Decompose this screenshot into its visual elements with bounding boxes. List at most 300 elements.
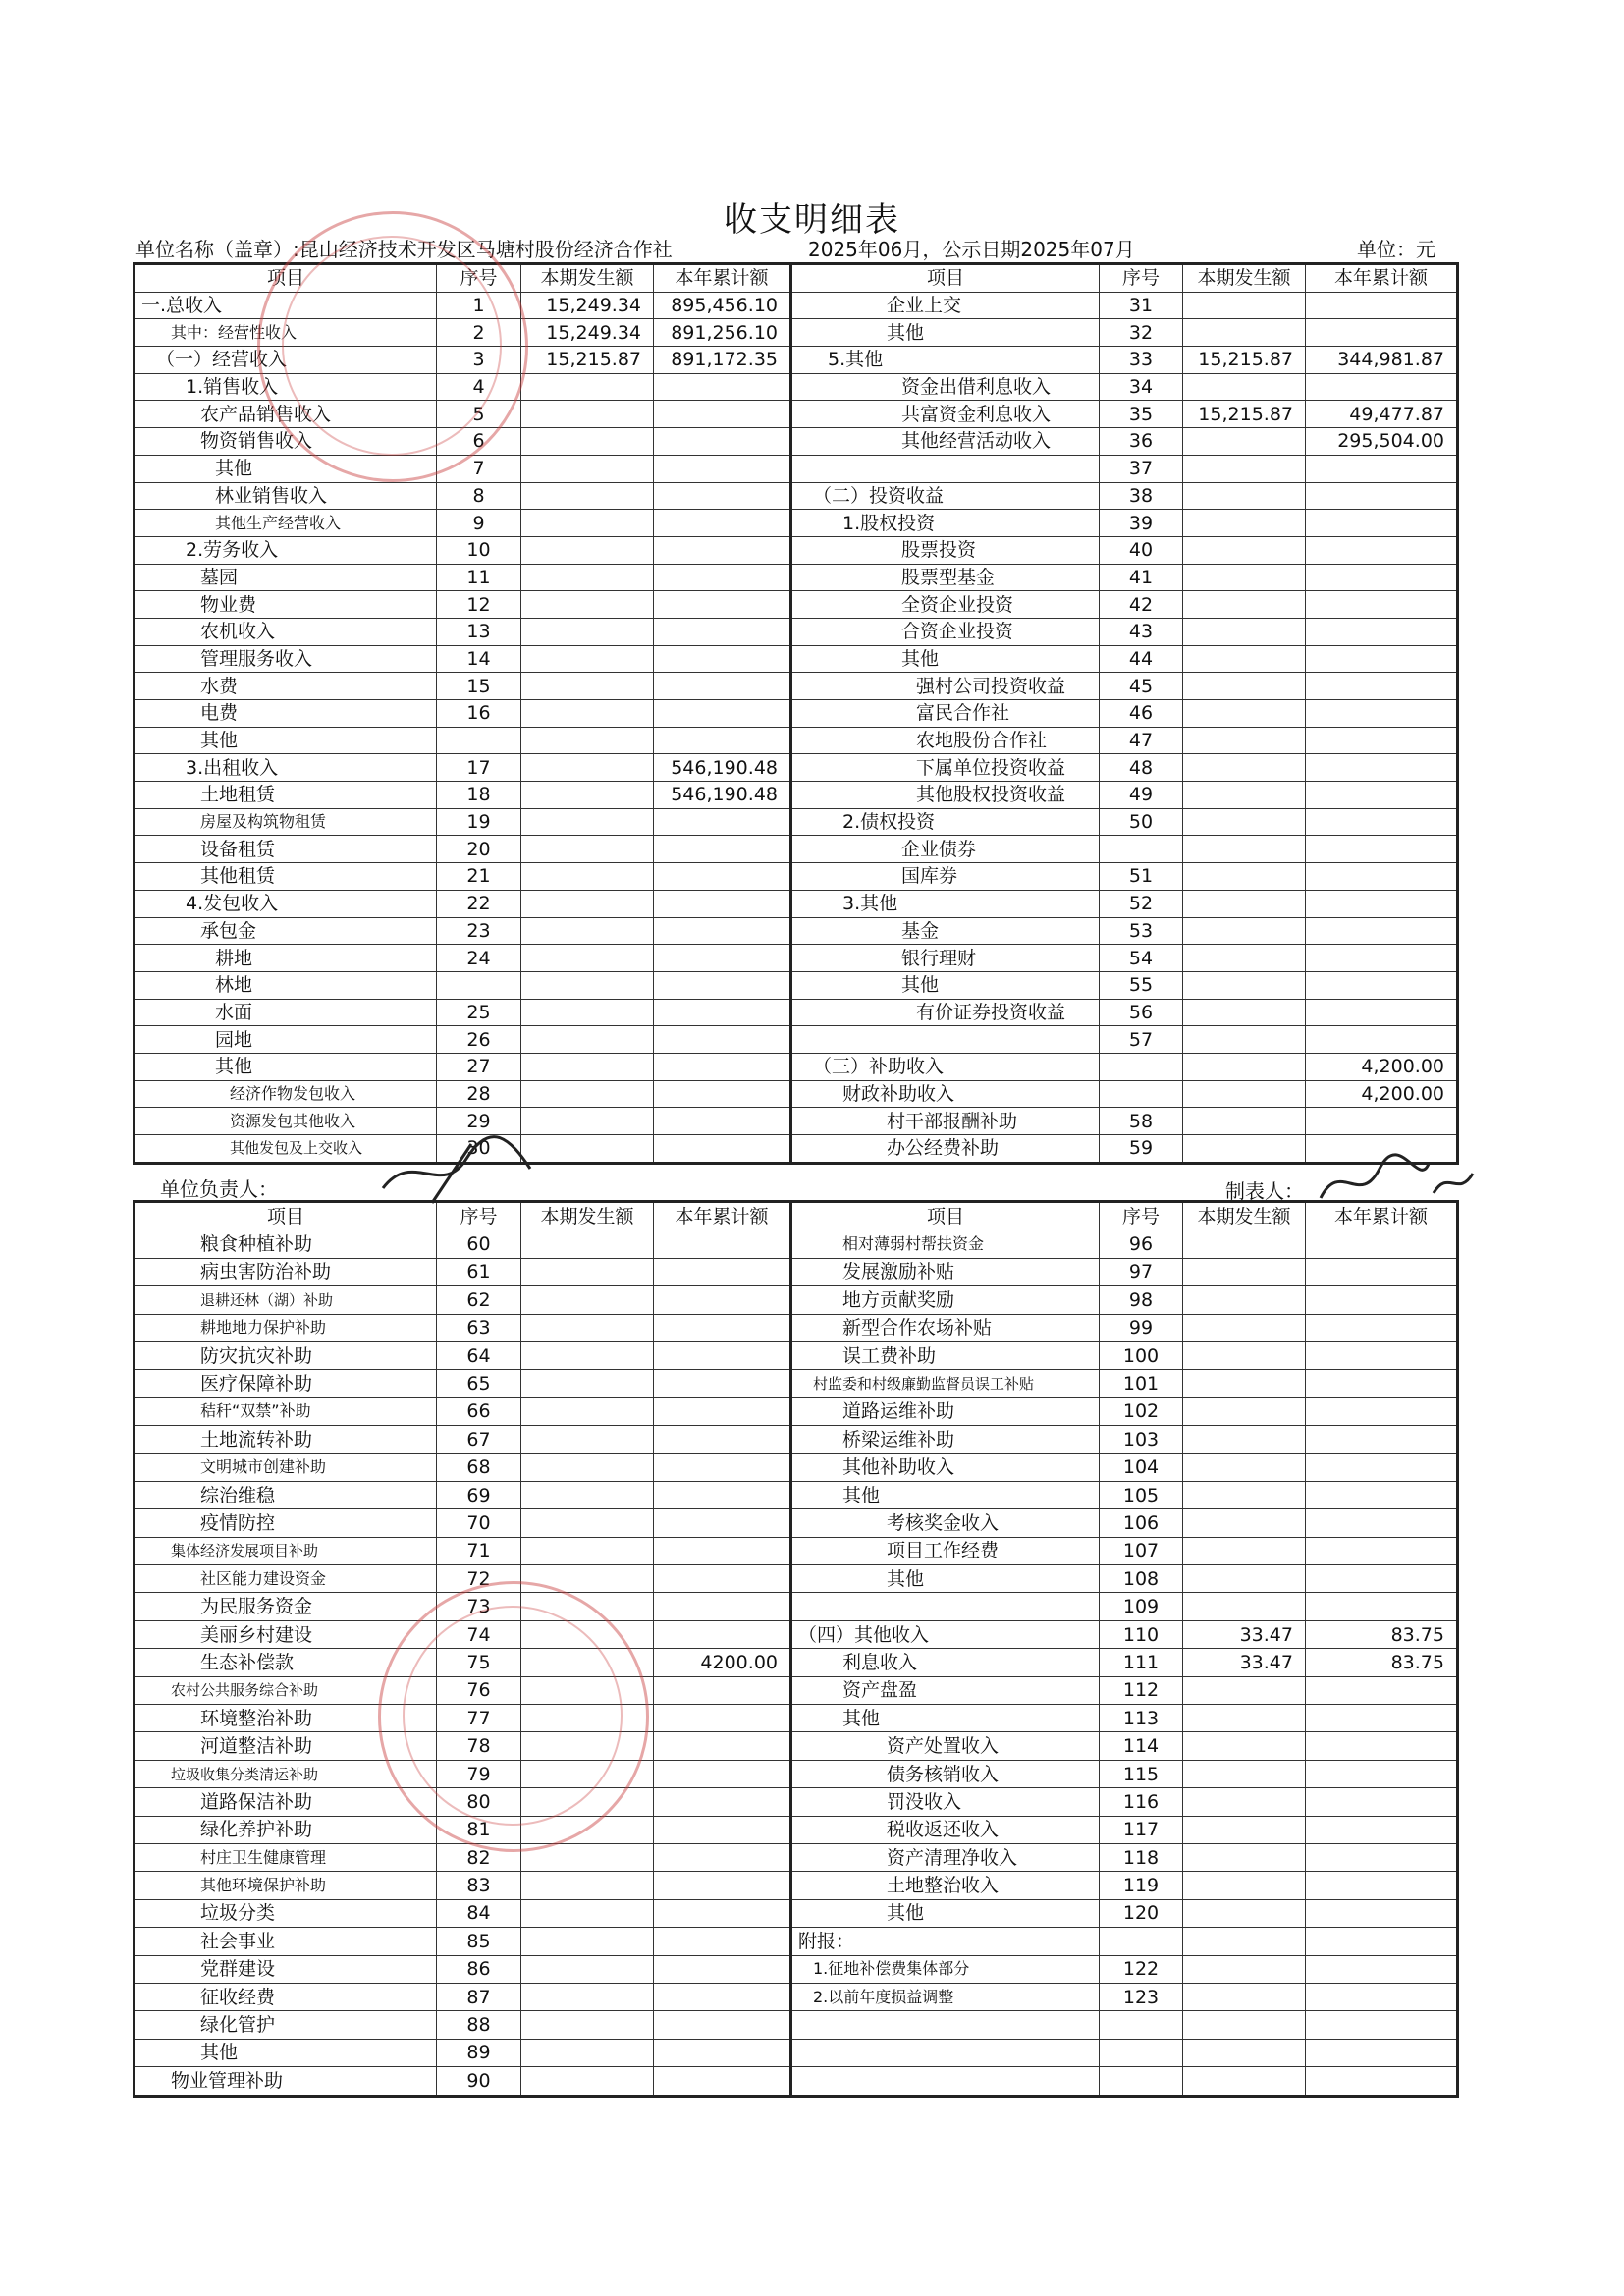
seq-number (1100, 1053, 1183, 1080)
table-row (135, 1816, 1458, 1843)
cumulative-amount (654, 1481, 791, 1508)
currency-unit: 单位：元 (1357, 238, 1435, 261)
item-name: 河道整洁补助 (135, 1732, 437, 1760)
table-row (135, 917, 1458, 945)
table-row (135, 1732, 1458, 1760)
col-item: 项目 (135, 1202, 437, 1230)
cumulative-amount (654, 428, 791, 456)
cumulative-amount (1306, 510, 1458, 537)
table-row (135, 1760, 1458, 1787)
item-name: 退耕还林（湖）补助 (135, 1286, 437, 1314)
current-amount (1183, 1955, 1306, 1983)
table-row (135, 591, 1458, 619)
current-amount (521, 1314, 654, 1341)
seq-number: 13 (437, 618, 521, 645)
current-amount (1183, 2067, 1306, 2096)
cumulative-amount (654, 1053, 791, 1080)
seq-number: 110 (1100, 1620, 1183, 1648)
cumulative-amount (654, 1370, 791, 1397)
table-row (135, 1286, 1458, 1314)
seq-number (1100, 1928, 1183, 1955)
table-row (135, 1397, 1458, 1425)
item-name: 4.发包收入 (135, 890, 437, 917)
item-name: 绿化管护 (135, 2011, 437, 2039)
table-row (135, 1453, 1458, 1481)
seq-number: 33 (1100, 347, 1183, 374)
seq-number: 51 (1100, 863, 1183, 891)
cumulative-amount (654, 401, 791, 428)
item-name: 党群建设 (135, 1955, 437, 1983)
seq-number: 28 (437, 1080, 521, 1108)
cumulative-amount (654, 917, 791, 945)
seq-number: 45 (1100, 673, 1183, 700)
item-name: 地方贡献奖励 (791, 1286, 1100, 1314)
item-name: 1.征地补偿费集体部分 (791, 1955, 1100, 1983)
table-row (135, 1230, 1458, 1258)
item-name: 防灾抗灾补助 (135, 1341, 437, 1369)
current-amount (1183, 1397, 1306, 1425)
item-name: 共富资金利息收入 (791, 401, 1100, 428)
seq-number: 7 (437, 455, 521, 482)
item-name: 电费 (135, 700, 437, 728)
item-name: 农产品销售收入 (135, 401, 437, 428)
item-name: （四）其他收入 (791, 1620, 1100, 1648)
seq-number: 74 (437, 1620, 521, 1648)
item-name: 村干部报酬补助 (791, 1108, 1100, 1135)
seq-number: 46 (1100, 700, 1183, 728)
item-name: 耕地地力保护补助 (135, 1314, 437, 1341)
table-row (135, 890, 1458, 917)
seq-number: 80 (437, 1788, 521, 1816)
current-amount (1183, 1816, 1306, 1843)
seq-number: 26 (437, 1026, 521, 1054)
current-amount (1183, 1983, 1306, 2010)
item-name: 林地 (135, 971, 437, 999)
cumulative-amount (654, 1080, 791, 1108)
table-row (135, 1053, 1458, 1080)
table-row (135, 564, 1458, 591)
cumulative-amount (1306, 292, 1458, 319)
item-name: 资产盘盈 (791, 1676, 1100, 1704)
cumulative-amount (654, 700, 791, 728)
table-row (135, 971, 1458, 999)
item-name: 其他股权投资收益 (791, 782, 1100, 809)
seq-number: 67 (437, 1426, 521, 1453)
current-amount (521, 1649, 654, 1676)
cumulative-amount (1306, 1341, 1458, 1369)
seq-number: 98 (1100, 1286, 1183, 1314)
current-amount: 15,215.87 (521, 347, 654, 374)
current-amount (521, 2039, 654, 2066)
cumulative-amount: 546,190.48 (654, 754, 791, 782)
cumulative-amount (1306, 1135, 1458, 1164)
item-name: 其他 (791, 645, 1100, 673)
current-amount (521, 1705, 654, 1732)
current-amount (521, 645, 654, 673)
cumulative-amount (1306, 455, 1458, 482)
cumulative-amount (1306, 836, 1458, 863)
col-cumulative: 本年累计额 (1306, 264, 1458, 293)
cumulative-amount (654, 673, 791, 700)
current-amount (1183, 1053, 1306, 1080)
item-name: 粮食种植补助 (135, 1230, 437, 1258)
current-amount (521, 1928, 654, 1955)
col-item: 项目 (791, 264, 1100, 293)
current-amount (1183, 428, 1306, 456)
current-amount (1183, 1788, 1306, 1816)
current-amount (1183, 1843, 1306, 1871)
item-name: 其他环境保护补助 (135, 1872, 437, 1899)
item-name: 桥梁运维补助 (791, 1426, 1100, 1453)
table-row (135, 1565, 1458, 1593)
current-amount: 15,249.34 (521, 319, 654, 347)
cumulative-amount (654, 2067, 791, 2096)
current-amount (1183, 1426, 1306, 1453)
cumulative-amount: 546,190.48 (654, 782, 791, 809)
cumulative-amount: 4,200.00 (1306, 1053, 1458, 1080)
seq-number: 69 (437, 1481, 521, 1508)
current-amount (1183, 836, 1306, 863)
item-name: 2.以前年度损益调整 (791, 1983, 1100, 2010)
current-amount (521, 782, 654, 809)
cumulative-amount (1306, 482, 1458, 510)
seq-number: 65 (437, 1370, 521, 1397)
seq-number: 29 (437, 1108, 521, 1135)
current-amount (521, 455, 654, 482)
item-name (791, 1593, 1100, 1620)
cumulative-amount (1306, 1258, 1458, 1285)
seq-number (1100, 2039, 1183, 2066)
seq-number: 25 (437, 999, 521, 1026)
current-amount (1183, 319, 1306, 347)
item-name: 绿化养护补助 (135, 1816, 437, 1843)
item-name: 疫情防控 (135, 1509, 437, 1537)
cumulative-amount (1306, 645, 1458, 673)
seq-number: 122 (1100, 1955, 1183, 1983)
item-name: 垃圾收集分类清运补助 (135, 1760, 437, 1787)
item-name: 医疗保障补助 (135, 1370, 437, 1397)
item-name (791, 1026, 1100, 1054)
current-amount: 15,215.87 (1183, 347, 1306, 374)
current-amount (1183, 1509, 1306, 1537)
seq-number: 21 (437, 863, 521, 891)
table-row (135, 401, 1458, 428)
item-name: 道路保洁补助 (135, 1788, 437, 1816)
table-row (135, 1370, 1458, 1397)
cumulative-amount (1306, 1955, 1458, 1983)
item-name (791, 2011, 1100, 2039)
item-name: 农机收入 (135, 618, 437, 645)
cumulative-amount (1306, 1705, 1458, 1732)
item-name: 房屋及构筑物租赁 (135, 808, 437, 836)
current-amount (521, 1341, 654, 1369)
current-amount (1183, 536, 1306, 564)
seq-number: 90 (437, 2067, 521, 2096)
seq-number: 38 (1100, 482, 1183, 510)
col-item: 项目 (791, 1202, 1100, 1230)
seq-number: 56 (1100, 999, 1183, 1026)
cumulative-amount (654, 1258, 791, 1285)
table-row (135, 1955, 1458, 1983)
current-amount (521, 2067, 654, 2096)
current-amount (1183, 1258, 1306, 1285)
table-header-row (135, 264, 1458, 293)
detail-table-2 (133, 1200, 1459, 2098)
item-name: 银行理财 (791, 945, 1100, 972)
item-name: 病虫害防治补助 (135, 1258, 437, 1285)
current-amount (521, 1593, 654, 1620)
cumulative-amount: 895,456.10 (654, 292, 791, 319)
cumulative-amount (654, 1565, 791, 1593)
current-amount (521, 1955, 654, 1983)
table-row (135, 455, 1458, 482)
current-amount (521, 510, 654, 537)
current-amount (1183, 1026, 1306, 1054)
cumulative-amount (654, 1230, 791, 1258)
item-name: 新型合作农场补贴 (791, 1314, 1100, 1341)
responsible-person-label: 单位负责人： (160, 1177, 278, 1201)
seq-number (437, 727, 521, 754)
table-row (135, 292, 1458, 319)
current-amount (1183, 1370, 1306, 1397)
cumulative-amount (654, 1928, 791, 1955)
seq-number: 109 (1100, 1593, 1183, 1620)
table-row (135, 1135, 1458, 1164)
cumulative-amount (654, 1108, 791, 1135)
current-amount (521, 564, 654, 591)
table-row (135, 373, 1458, 401)
current-amount (521, 1258, 654, 1285)
item-name: 其他经营活动收入 (791, 428, 1100, 456)
col-cumulative: 本年累计额 (1306, 1202, 1458, 1230)
seq-number: 32 (1100, 319, 1183, 347)
seq-number: 18 (437, 782, 521, 809)
table-row (135, 1788, 1458, 1816)
seq-number: 71 (437, 1537, 521, 1564)
item-name: 国库券 (791, 863, 1100, 891)
item-name: 利息收入 (791, 1649, 1100, 1676)
item-name: 企业债券 (791, 836, 1100, 863)
current-amount (521, 1481, 654, 1508)
cumulative-amount (1306, 754, 1458, 782)
seq-number: 40 (1100, 536, 1183, 564)
item-name: 土地租赁 (135, 782, 437, 809)
seq-number: 10 (437, 536, 521, 564)
seq-number: 48 (1100, 754, 1183, 782)
seq-number: 111 (1100, 1649, 1183, 1676)
item-name: 财政补助收入 (791, 1080, 1100, 1108)
item-name: 下属单位投资收益 (791, 754, 1100, 782)
seq-number: 88 (437, 2011, 521, 2039)
current-amount (1183, 1230, 1306, 1258)
item-name: 村庄卫生健康管理 (135, 1843, 437, 1871)
item-name: 园地 (135, 1026, 437, 1054)
cumulative-amount (1306, 1816, 1458, 1843)
seq-number: 106 (1100, 1509, 1183, 1537)
current-amount (521, 1620, 654, 1648)
current-amount (521, 1230, 654, 1258)
current-amount (1183, 645, 1306, 673)
item-name: 误工费补助 (791, 1341, 1100, 1369)
current-amount (1183, 999, 1306, 1026)
seq-number: 55 (1100, 971, 1183, 999)
current-amount (1183, 1732, 1306, 1760)
item-name: 其他 (791, 319, 1100, 347)
seq-number: 99 (1100, 1314, 1183, 1341)
cumulative-amount (1306, 591, 1458, 619)
item-name (791, 2067, 1100, 2096)
table-row (135, 1843, 1458, 1871)
current-amount (521, 1676, 654, 1704)
seq-number (437, 971, 521, 999)
table-row (135, 1705, 1458, 1732)
current-amount (521, 1565, 654, 1593)
table-row (135, 1899, 1458, 1927)
seq-number: 114 (1100, 1732, 1183, 1760)
seq-number: 101 (1100, 1370, 1183, 1397)
item-name: 股票型基金 (791, 564, 1100, 591)
cumulative-amount (654, 1537, 791, 1564)
item-name: 有价证券投资收益 (791, 999, 1100, 1026)
cumulative-amount (1306, 1426, 1458, 1453)
table-row (135, 999, 1458, 1026)
current-amount (1183, 971, 1306, 999)
current-amount (521, 1397, 654, 1425)
seq-number: 8 (437, 482, 521, 510)
cumulative-amount: 83.75 (1306, 1649, 1458, 1676)
seq-number: 86 (437, 1955, 521, 1983)
table-row (135, 1108, 1458, 1135)
cumulative-amount (1306, 890, 1458, 917)
cumulative-amount (654, 1314, 791, 1341)
seq-number: 39 (1100, 510, 1183, 537)
current-amount (1183, 1928, 1306, 1955)
col-cumulative: 本年累计额 (654, 1202, 791, 1230)
seq-number: 43 (1100, 618, 1183, 645)
item-name: 2.债权投资 (791, 808, 1100, 836)
seq-number: 76 (437, 1676, 521, 1704)
detail-table-1 (133, 262, 1459, 1165)
table-row (135, 1928, 1458, 1955)
col-seq: 序号 (437, 1202, 521, 1230)
item-name: 全资企业投资 (791, 591, 1100, 619)
seq-number: 34 (1100, 373, 1183, 401)
current-amount (1183, 1676, 1306, 1704)
item-name: 强村公司投资收益 (791, 673, 1100, 700)
item-name: 资产处置收入 (791, 1732, 1100, 1760)
col-current: 本期发生额 (1183, 1202, 1306, 1230)
table-row (135, 618, 1458, 645)
current-amount (1183, 1453, 1306, 1481)
cumulative-amount (654, 591, 791, 619)
table-row (135, 428, 1458, 456)
item-name: 基金 (791, 917, 1100, 945)
current-amount (521, 700, 654, 728)
seq-number: 11 (437, 564, 521, 591)
seq-number: 49 (1100, 782, 1183, 809)
cumulative-amount (654, 1426, 791, 1453)
item-name: 社会事业 (135, 1928, 437, 1955)
seq-number: 2 (437, 319, 521, 347)
table-row (135, 1649, 1458, 1676)
current-amount (1183, 727, 1306, 754)
seq-number: 108 (1100, 1565, 1183, 1593)
seq-number: 15 (437, 673, 521, 700)
table-row (135, 1481, 1458, 1508)
seq-number: 115 (1100, 1760, 1183, 1787)
item-name: 农村公共服务综合补助 (135, 1676, 437, 1704)
current-amount (521, 482, 654, 510)
item-name: 3.其他 (791, 890, 1100, 917)
current-amount (521, 1135, 654, 1164)
table-row (135, 1426, 1458, 1453)
table-header-row (135, 1202, 1458, 1230)
current-amount: 15,249.34 (521, 292, 654, 319)
seq-number: 96 (1100, 1230, 1183, 1258)
cumulative-amount (1306, 1928, 1458, 1955)
cumulative-amount: 83.75 (1306, 1620, 1458, 1648)
current-amount (1183, 890, 1306, 917)
table-row (135, 1509, 1458, 1537)
cumulative-amount: 4,200.00 (1306, 1080, 1458, 1108)
item-name: 美丽乡村建设 (135, 1620, 437, 1648)
cumulative-amount (654, 1593, 791, 1620)
current-amount (1183, 1593, 1306, 1620)
current-amount (521, 1788, 654, 1816)
current-amount (1183, 863, 1306, 891)
current-amount (521, 1872, 654, 1899)
seq-number: 30 (437, 1135, 521, 1164)
cumulative-amount (1306, 1370, 1458, 1397)
seq-number: 5 (437, 401, 521, 428)
current-amount (1183, 1537, 1306, 1564)
table-row (135, 754, 1458, 782)
cumulative-amount (1306, 1872, 1458, 1899)
item-name: 管理服务收入 (135, 645, 437, 673)
col-seq: 序号 (1100, 264, 1183, 293)
cumulative-amount (654, 618, 791, 645)
cumulative-amount (654, 999, 791, 1026)
table-row (135, 1872, 1458, 1899)
current-amount (1183, 1108, 1306, 1135)
cumulative-amount (1306, 999, 1458, 1026)
item-name: 其他 (135, 455, 437, 482)
seq-number: 66 (437, 1397, 521, 1425)
item-name: 项目工作经费 (791, 1537, 1100, 1564)
current-amount (521, 428, 654, 456)
seq-number: 27 (437, 1053, 521, 1080)
item-name: 2.劳务收入 (135, 536, 437, 564)
cumulative-amount (654, 1899, 791, 1927)
cumulative-amount (1306, 1453, 1458, 1481)
seq-number: 87 (437, 1983, 521, 2010)
item-name: 农地股份合作社 (791, 727, 1100, 754)
current-amount (521, 1537, 654, 1564)
current-amount (521, 1286, 654, 1314)
seq-number: 36 (1100, 428, 1183, 456)
cumulative-amount (654, 1788, 791, 1816)
cumulative-amount (654, 1453, 791, 1481)
current-amount (521, 536, 654, 564)
seq-number: 35 (1100, 401, 1183, 428)
cumulative-amount (1306, 700, 1458, 728)
cumulative-amount (1306, 618, 1458, 645)
item-name: 一.总收入 (135, 292, 437, 319)
current-amount (521, 727, 654, 754)
current-amount (521, 1453, 654, 1481)
col-seq: 序号 (1100, 1202, 1183, 1230)
seq-number: 16 (437, 700, 521, 728)
